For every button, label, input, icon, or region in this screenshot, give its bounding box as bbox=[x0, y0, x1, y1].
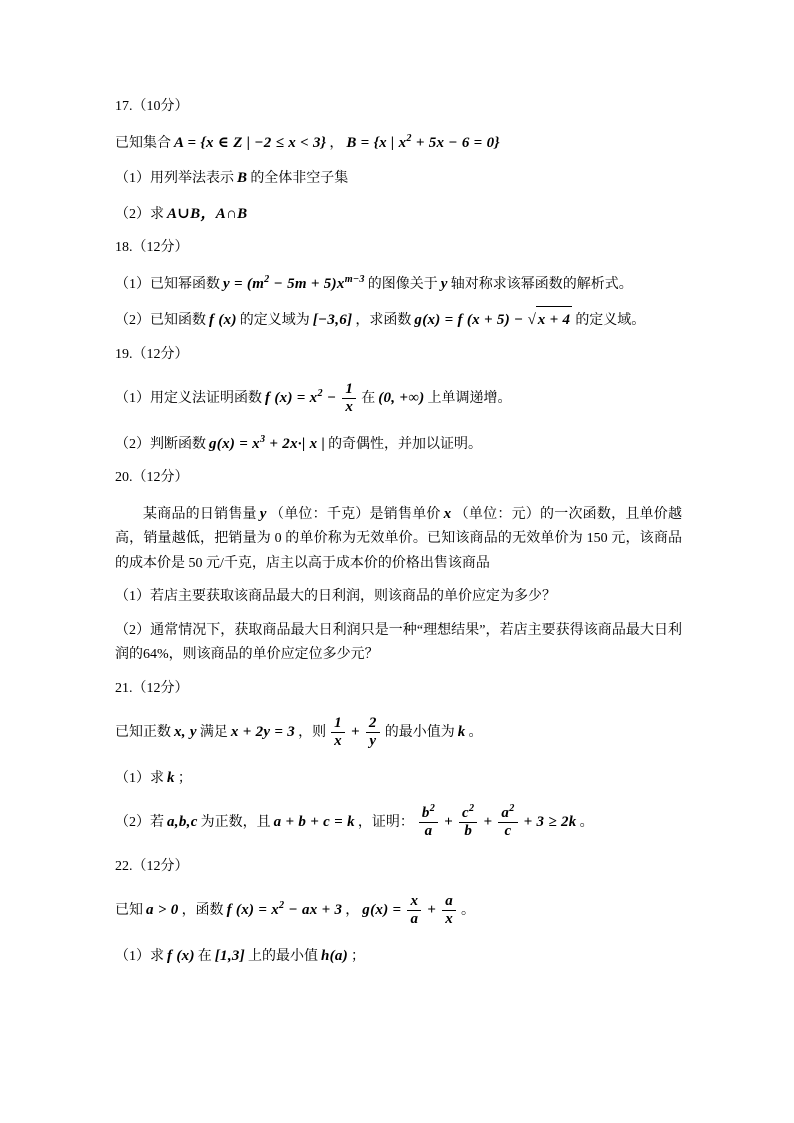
question-19-item-2 bbox=[115, 431, 682, 458]
item-text: （1）已知幂函数 bbox=[115, 276, 220, 292]
formula-b: B bbox=[237, 170, 248, 186]
item-text: 上的最小值 bbox=[248, 948, 318, 964]
question-18 bbox=[115, 236, 682, 334]
item-text: ； bbox=[351, 948, 366, 964]
item-text: 在 bbox=[197, 948, 212, 964]
formula-xy: x, y bbox=[174, 724, 197, 741]
intro-text: 已知 bbox=[115, 903, 143, 919]
formula-k: k bbox=[167, 769, 175, 786]
intro-text: 已知集合 bbox=[115, 135, 171, 151]
formula-inequality: $\frac{b^2}{a}$ + $\frac{c^2}{b}$ + $\frac{a^2}{c}$ + 3 ≥ 2k bbox=[417, 814, 577, 830]
item-text: ，证明： bbox=[357, 815, 414, 831]
intro-text: ，函数 bbox=[181, 903, 224, 919]
formula-x: x bbox=[443, 505, 452, 522]
item-text: 为正数，且 bbox=[200, 815, 271, 831]
item-text: 的定义域为 bbox=[239, 313, 310, 328]
formula-fx: f (x) bbox=[167, 947, 195, 964]
formula-abc-sum: a + b + c = k bbox=[273, 814, 355, 831]
item-text: （2）判断函数 bbox=[115, 436, 206, 452]
formula-y: y bbox=[259, 505, 267, 522]
intro-text: 已知正数 bbox=[115, 725, 171, 741]
formula-gx-abs: $g(x) = x^3 + 2x\cdot|$ x | bbox=[209, 433, 326, 452]
question-22-number: 22.（12分） bbox=[115, 858, 189, 874]
formula-fx: f (x) bbox=[209, 312, 237, 328]
question-22-item-1 bbox=[115, 943, 682, 970]
item-text: 的奇偶性，并加以证明。 bbox=[328, 436, 483, 452]
separator-text: ， bbox=[345, 903, 360, 919]
question-20-item-1: （1）若店主要获取该商品最大的日利润，则该商品的单价应定为多少？ bbox=[115, 589, 556, 604]
item-text: （1）用定义法证明函数 bbox=[115, 391, 262, 407]
item-text: （2）已知函数 bbox=[115, 313, 206, 328]
formula-set-b: B = {x | $x^2 + 5x - 6 = 0$} bbox=[346, 132, 500, 151]
paragraph-text: （单位：元）的一次函数，且单价越高，销量越低，把销量为 0 的单价称为无效单价。已知该商品的无效单价为 150 元，该商品的成本价是 50 元/千克，店主以高于成本价的价格出售该商品 bbox=[115, 506, 683, 571]
formula-abc: a,b,c bbox=[167, 814, 198, 831]
formula-constraint: x + 2y = 3 bbox=[230, 724, 296, 741]
item-text: ，求函数 bbox=[355, 313, 412, 328]
question-21-item-1 bbox=[115, 765, 682, 792]
item-text: ； bbox=[177, 770, 192, 786]
question-18-number: 18.（12分） bbox=[115, 240, 189, 255]
item-text: 的定义域。 bbox=[575, 313, 646, 328]
paragraph-text: 某商品的日销售量 bbox=[143, 506, 257, 522]
question-18-item-1 bbox=[115, 271, 682, 298]
question-22 bbox=[115, 855, 682, 970]
question-19-item-1 bbox=[115, 381, 682, 417]
question-22-intro bbox=[115, 893, 682, 929]
question-17-item-2 bbox=[115, 201, 682, 228]
item-text: 。 bbox=[579, 815, 594, 831]
question-20 bbox=[115, 466, 682, 668]
question-19 bbox=[115, 343, 682, 458]
question-18-item-2 bbox=[115, 306, 682, 334]
intro-text: 满足 bbox=[199, 725, 228, 741]
question-21-number: 21.（12分） bbox=[115, 680, 189, 696]
separator-text: ， bbox=[329, 135, 344, 151]
formula-union-intersection: A∪B，A∩B bbox=[167, 205, 248, 222]
formula-y: y bbox=[440, 275, 448, 292]
question-21-item-2 bbox=[115, 805, 682, 841]
question-20-number: 20.（12分） bbox=[115, 470, 189, 485]
formula-domain: [−3,6] bbox=[312, 312, 353, 328]
item-text: 在 bbox=[361, 391, 376, 407]
question-17-number: 17.（10分） bbox=[115, 99, 189, 114]
item-text: （2）若 bbox=[115, 815, 164, 831]
formula-k: k bbox=[457, 724, 466, 741]
formula-gx-fractions: g(x) = $\frac{x}{a}$ + $\frac{a}{x}$ bbox=[362, 902, 458, 918]
item-text: （2）求 bbox=[115, 206, 164, 222]
formula-ha: h(a) bbox=[321, 947, 349, 964]
formula-fx-quadratic: f $(x) = x^2$ − ax + 3 bbox=[226, 900, 343, 919]
intro-text: ，则 bbox=[298, 725, 327, 741]
intro-text: 。 bbox=[461, 903, 476, 919]
question-19-number: 19.（12分） bbox=[115, 346, 189, 362]
item-text: 轴对称求该幂函数的解析式。 bbox=[450, 276, 633, 292]
item-text: 上单调递增。 bbox=[427, 391, 512, 407]
formula-interval: (0, +∞) bbox=[378, 390, 425, 407]
formula-fx-fraction: f $(x) = x^2$ − $\frac{1}{x}$ bbox=[265, 390, 358, 406]
question-17 bbox=[115, 95, 682, 227]
question-17-item-1 bbox=[115, 165, 682, 192]
intro-text: 。 bbox=[468, 725, 483, 741]
formula-a-positive: a > 0 bbox=[146, 902, 179, 919]
question-21-intro bbox=[115, 715, 682, 751]
question-17-intro bbox=[115, 130, 682, 157]
question-20-item-2: （2）通常情况下，获取商品最大日利润只是一种“理想结果”，若店主要获得该商品最大日利润的64%，则该商品的单价应定位多少元？ bbox=[115, 622, 682, 662]
item-text: 的图像关于 bbox=[367, 276, 438, 292]
formula-interval-13: [1,3] bbox=[214, 947, 245, 964]
item-text: （1）求 bbox=[115, 948, 164, 964]
question-21 bbox=[115, 677, 682, 841]
item-text: （1）用列举法表示 bbox=[115, 171, 234, 186]
item-text: （1）求 bbox=[115, 770, 164, 786]
formula-fraction-sum: $\frac{1}{x}$ + $\frac{2}{y}$ bbox=[329, 724, 382, 740]
paragraph-text: （单位：千克）是销售单价 bbox=[269, 506, 441, 522]
formula-power-function: $y = (m^2 - 5m + 5)x^{m-3}$ bbox=[223, 273, 365, 292]
formula-set-a: A = {x ∈ Z | −2 ≤ x < 3} bbox=[174, 134, 327, 151]
item-text: 的全体非空子集 bbox=[250, 171, 349, 186]
formula-gx-sqrt: g(x) = f (x + 5) − √ x + 4 bbox=[414, 312, 572, 328]
question-20-paragraph bbox=[115, 501, 682, 577]
intro-text: 的最小值为 bbox=[384, 725, 455, 741]
